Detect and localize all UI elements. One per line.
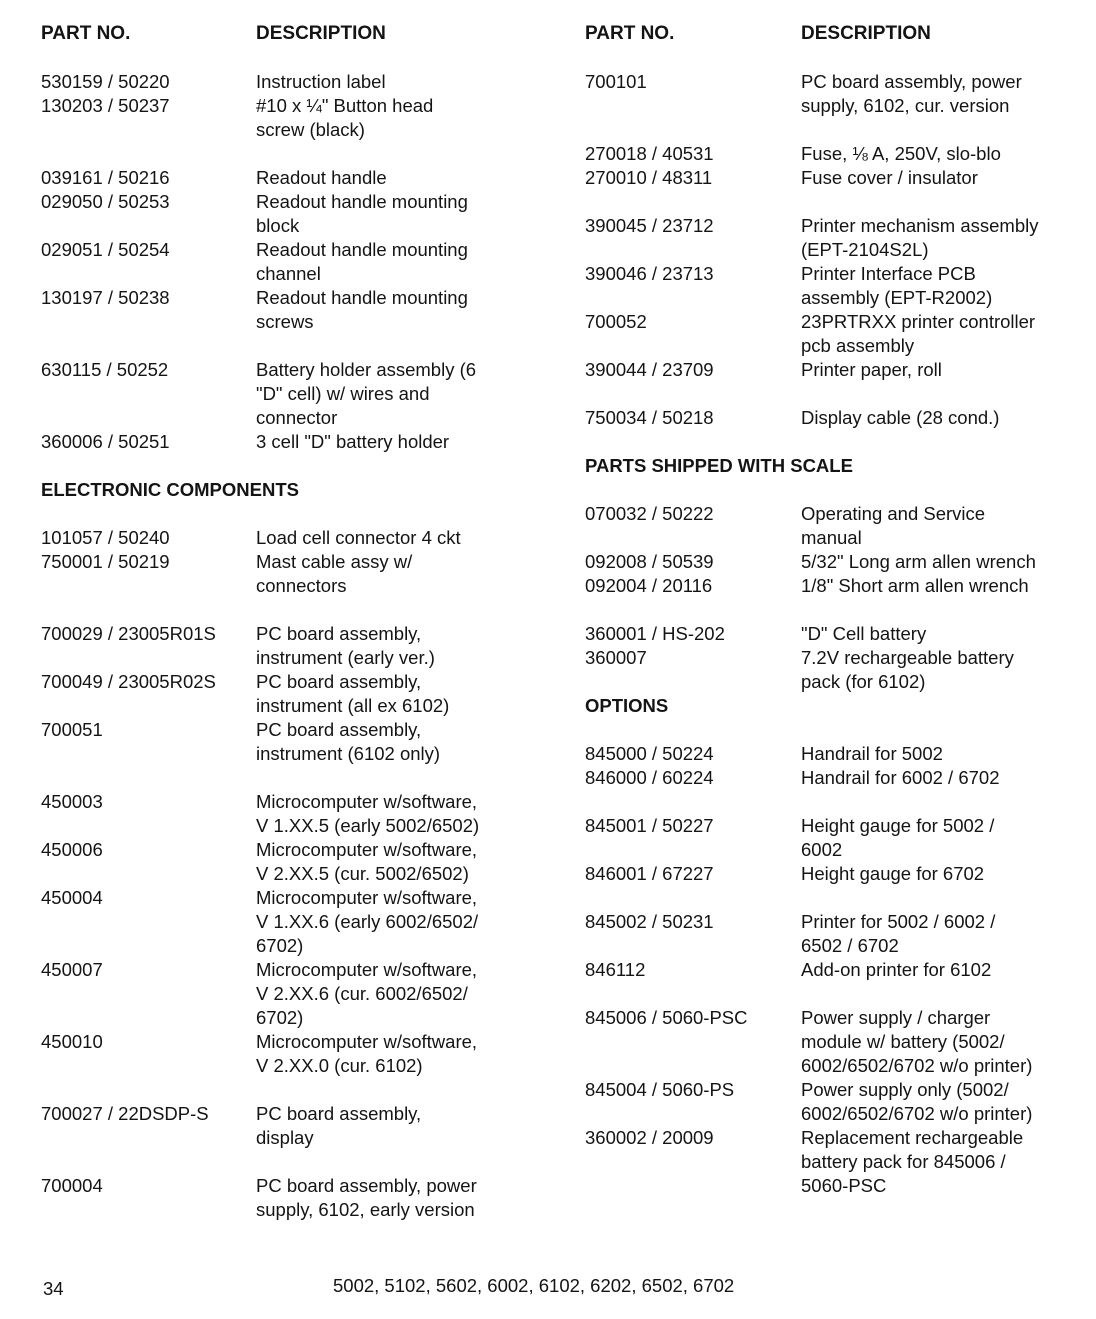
parts-row [585, 142, 1075, 166]
part-number: 630115 / 50252 [41, 359, 169, 380]
part-description: Fuse cover / insulator [801, 167, 978, 188]
part-number: 750001 / 50219 [41, 551, 170, 572]
parts-row [41, 958, 541, 1030]
part-number: 092008 / 50539 [585, 551, 714, 572]
description-heading: DESCRIPTION [801, 23, 931, 44]
part-description: Power supply only (5002/ 6002/6502/6702 w/o printer) [801, 1079, 1033, 1124]
left-column [41, 22, 541, 1222]
parts-row [41, 526, 541, 550]
parts-row [41, 622, 541, 670]
right-column [585, 22, 1075, 1198]
part-number: 039161 / 50216 [41, 167, 170, 188]
parts-row [41, 790, 541, 838]
part-description: Display cable (28 cond.) [801, 407, 1000, 428]
part-description: Microcomputer w/software, V 2.XX.5 (cur. 5002/6502) [256, 839, 478, 884]
part-number: 130197 / 50238 [41, 287, 170, 308]
part-description: PC board assembly, power supply, 6102, early version [256, 1175, 477, 1220]
parts-row [585, 1126, 1075, 1198]
part-number: 700004 [41, 1175, 103, 1196]
parts-row [585, 358, 1075, 382]
part-description: Add-on printer for 6102 [801, 959, 992, 980]
part-number: 450003 [41, 791, 103, 812]
part-description: PC board assembly, power supply, 6102, cur. version [801, 71, 1022, 116]
part-description: Replacement rechargeable battery pack for 845006 / 5060-PSC [801, 1127, 1024, 1196]
part-no-heading: PART NO. [41, 23, 131, 44]
parts-row [41, 70, 541, 94]
part-description: 7.2V rechargeable battery pack (for 6102) [801, 647, 1014, 692]
part-description: #10 x ¼" Button head screw (black) [256, 95, 434, 140]
part-description: Printer paper, roll [801, 359, 942, 380]
part-number: 450006 [41, 839, 103, 860]
parts-row [585, 214, 1075, 262]
parts-row [41, 1174, 541, 1222]
part-description: Microcomputer w/software, V 1.XX.5 (early 5002/6502) [256, 791, 480, 836]
part-number: 700029 / 23005R01S [41, 623, 216, 644]
parts-shipped-heading: PARTS SHIPPED WITH SCALE [585, 455, 853, 476]
parts-row [41, 670, 541, 718]
part-description: Microcomputer w/software, V 1.XX.6 (early 6002/6502/ 6702) [256, 887, 479, 956]
part-number: 846001 / 67227 [585, 863, 714, 884]
part-number: 360007 [585, 647, 647, 668]
parts-row [585, 958, 1075, 982]
parts-row [585, 310, 1075, 358]
part-description: Height gauge for 5002 / 6002 [801, 815, 995, 860]
parts-row [41, 430, 541, 454]
part-no-heading: PART NO. [585, 23, 675, 44]
part-number: 270010 / 48311 [585, 167, 713, 188]
parts-row [41, 94, 541, 142]
part-number: 070032 / 50222 [585, 503, 714, 524]
part-number: 845000 / 50224 [585, 743, 714, 764]
part-description: PC board assembly, display [256, 1103, 422, 1148]
parts-row [585, 742, 1075, 766]
parts-row [585, 622, 1075, 646]
part-number: 029051 / 50254 [41, 239, 170, 260]
part-number: 360001 / HS-202 [585, 623, 725, 644]
part-number: 390044 / 23709 [585, 359, 714, 380]
parts-row [585, 766, 1075, 790]
part-number: 029050 / 50253 [41, 191, 170, 212]
part-number: 700052 [585, 311, 647, 332]
part-number: 092004 / 20116 [585, 575, 713, 596]
part-description: 5/32" Long arm allen wrench [801, 551, 1036, 572]
part-description: 23PRTRXX printer controller pcb assembly [801, 311, 1036, 356]
part-description: Load cell connector 4 ckt [256, 527, 461, 548]
parts-row [41, 358, 541, 430]
part-description: Printer for 5002 / 6002 / 6502 / 6702 [801, 911, 996, 956]
part-number: 390045 / 23712 [585, 215, 714, 236]
parts-row [585, 814, 1075, 862]
parts-row [585, 1006, 1075, 1078]
parts-row [585, 406, 1075, 430]
part-number: 450010 [41, 1031, 103, 1052]
part-description: Readout handle mounting channel [256, 239, 468, 284]
part-description: Handrail for 6002 / 6702 [801, 767, 1000, 788]
part-description: Printer mechanism assembly (EPT-2104S2L) [801, 215, 1039, 260]
part-description: PC board assembly, instrument (6102 only) [256, 719, 441, 764]
part-number: 270018 / 40531 [585, 143, 714, 164]
part-number: 360002 / 20009 [585, 1127, 714, 1148]
part-description: Microcomputer w/software, V 2.XX.0 (cur. 6102) [256, 1031, 478, 1076]
parts-row [585, 574, 1075, 598]
part-number: 390046 / 23713 [585, 263, 714, 284]
part-number: 845004 / 5060-PS [585, 1079, 735, 1100]
part-description: Readout handle [256, 167, 387, 188]
part-number: 700049 / 23005R02S [41, 671, 216, 692]
parts-row [41, 886, 541, 958]
part-description: Height gauge for 6702 [801, 863, 985, 884]
part-description: Readout handle mounting block [256, 191, 468, 236]
part-description: Operating and Service manual [801, 503, 986, 548]
part-description: "D" Cell battery [801, 623, 927, 644]
part-description: Readout handle mounting screws [256, 287, 468, 332]
part-description: Handrail for 5002 [801, 743, 943, 764]
options-heading: OPTIONS [585, 695, 669, 716]
part-number: 750034 / 50218 [585, 407, 714, 428]
description-heading: DESCRIPTION [256, 23, 386, 44]
part-description: Microcomputer w/software, V 2.XX.6 (cur. 6002/6502/ 6702) [256, 959, 478, 1028]
parts-row [585, 1078, 1075, 1126]
part-number: 101057 / 50240 [41, 527, 170, 548]
part-number: 846112 [585, 959, 646, 980]
parts-row [41, 1102, 541, 1150]
parts-row [585, 166, 1075, 190]
page-number: 34 [43, 1278, 64, 1299]
part-description: PC board assembly, instrument (early ver.) [256, 623, 435, 668]
parts-row [585, 550, 1075, 574]
part-description: Battery holder assembly (6 "D" cell) w/ wires and connector [256, 359, 477, 428]
part-number: 845002 / 50231 [585, 911, 714, 932]
part-number: 450007 [41, 959, 103, 980]
model-list: 5002, 5102, 5602, 6002, 6102, 6202, 6502, 6702 [333, 1275, 735, 1296]
part-number: 845006 / 5060-PSC [585, 1007, 748, 1028]
right-table-header [585, 22, 1075, 46]
parts-row [585, 70, 1075, 118]
part-description: Instruction label [256, 71, 386, 92]
parts-row [585, 646, 1075, 694]
part-description: Power supply / charger module w/ battery (5002/ 6002/6502/6702 w/o printer) [801, 1007, 1033, 1076]
part-description: Printer Interface PCB assembly (EPT-R2002) [801, 263, 993, 308]
parts-row [41, 166, 541, 190]
part-number: 130203 / 50237 [41, 95, 170, 116]
parts-row [41, 838, 541, 886]
part-description: PC board assembly, instrument (all ex 6102) [256, 671, 450, 716]
part-number: 845001 / 50227 [585, 815, 714, 836]
part-number: 700027 / 22DSDP-S [41, 1103, 209, 1124]
parts-row [41, 190, 541, 238]
parts-row [585, 502, 1075, 550]
part-number: 530159 / 50220 [41, 71, 170, 92]
part-description: 3 cell "D" battery holder [256, 431, 450, 452]
left-table-header [41, 22, 541, 46]
part-description: 1/8" Short arm allen wrench [801, 575, 1029, 596]
parts-row [41, 550, 541, 598]
parts-row [585, 862, 1075, 886]
parts-row [585, 262, 1075, 310]
part-number: 700051 [41, 719, 103, 740]
part-description: Fuse, ⅛ A, 250V, slo-blo [801, 143, 1001, 164]
part-description: Mast cable assy w/ connectors [256, 551, 413, 596]
parts-row [41, 286, 541, 334]
part-number: 700101 [585, 71, 647, 92]
part-number: 846000 / 60224 [585, 767, 714, 788]
parts-row [585, 910, 1075, 958]
electronic-components-heading: ELECTRONIC COMPONENTS [41, 479, 299, 500]
parts-row [41, 238, 541, 286]
part-number: 360006 / 50251 [41, 431, 170, 452]
parts-row [41, 718, 541, 766]
part-number: 450004 [41, 887, 103, 908]
parts-row [41, 1030, 541, 1078]
